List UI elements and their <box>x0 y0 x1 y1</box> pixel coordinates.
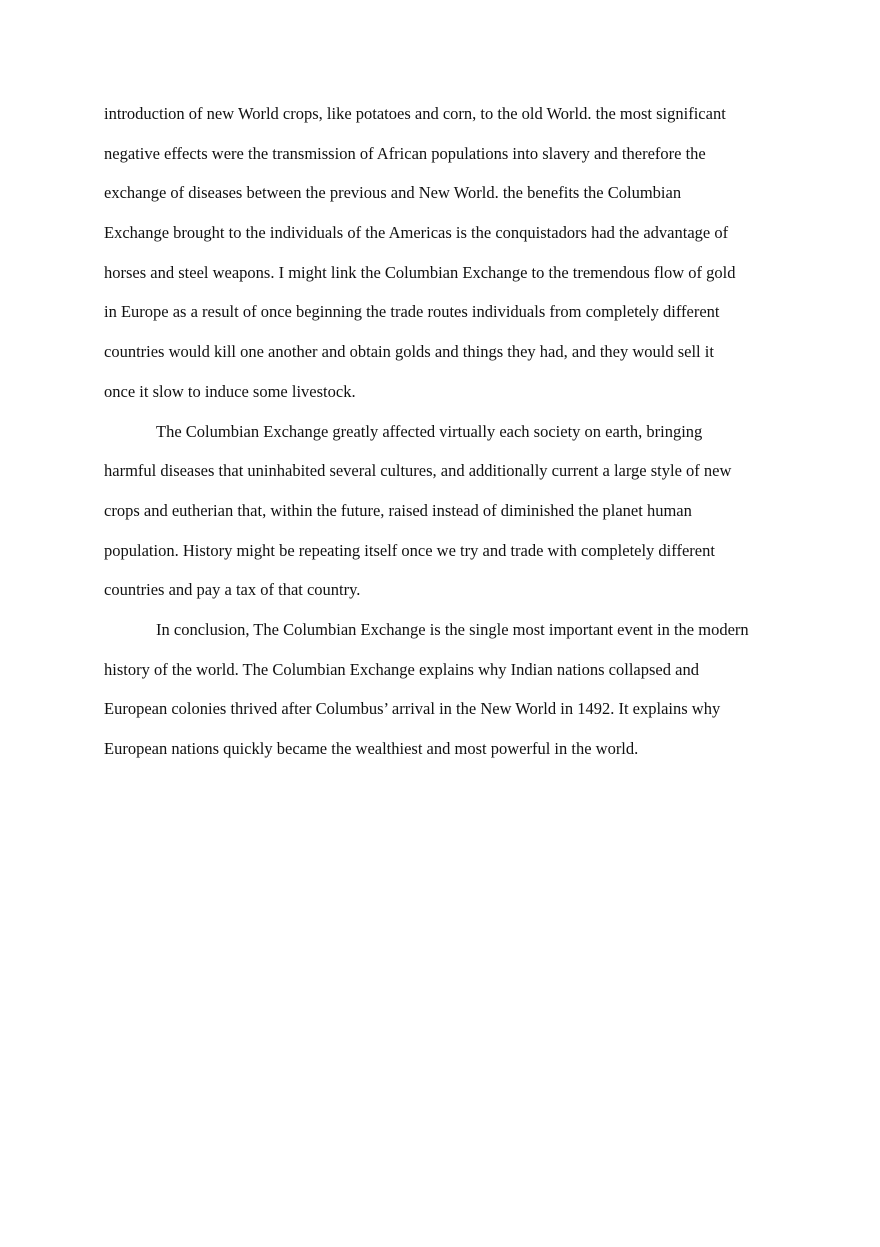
paragraph-line: in Europe as a result of once beginning the trade routes individuals from completely different <box>104 302 720 322</box>
paragraph-line: introduction of new World crops, like potatoes and corn, to the old World. the most significant <box>104 104 726 123</box>
paragraph-line: In conclusion, The Columbian Exchange is the single most important event in the modern <box>156 619 749 639</box>
paragraph-line: European nations quickly became the wealthiest and most powerful in the world. <box>104 739 639 758</box>
paragraph-line: European colonies thrived after Columbus’ arrival in the New World in 1492. It explains why <box>104 699 721 719</box>
paragraph-line: The Columbian Exchange greatly affected virtually each society on earth, bringing <box>156 421 703 441</box>
paragraph-line: crops and eutherian that, within the future, raised instead of diminished the planet human <box>104 500 692 520</box>
paragraph-line: countries and pay a tax of that country. <box>104 580 361 600</box>
paragraph-2 <box>104 412 784 610</box>
paragraph-line: exchange of diseases between the previous and New World. the benefits the Columbian <box>104 183 682 203</box>
paragraph-line: history of the world. The Columbian Exchange explains why Indian nations collapsed and <box>104 659 699 679</box>
paragraph-1 <box>104 94 784 412</box>
paragraph-line: negative effects were the transmission of African populations into slavery and therefore the <box>104 143 706 163</box>
document-body <box>104 94 784 769</box>
paragraph-line: countries would kill one another and obtain golds and things they had, and they would sell it <box>104 342 714 362</box>
paragraph-3 <box>104 610 784 769</box>
paragraph-line: harmful diseases that uninhabited several cultures, and additionally current a large style of new <box>104 461 732 481</box>
paragraph-line: Exchange brought to the individuals of the Americas is the conquistadors had the advantage of <box>104 223 729 243</box>
paragraph-line: horses and steel weapons. I might link the Columbian Exchange to the tremendous flow of gold <box>104 262 736 282</box>
paragraph-line: once it slow to induce some livestock. <box>104 381 356 401</box>
paragraph-line: population. History might be repeating itself once we try and trade with completely different <box>104 540 715 560</box>
